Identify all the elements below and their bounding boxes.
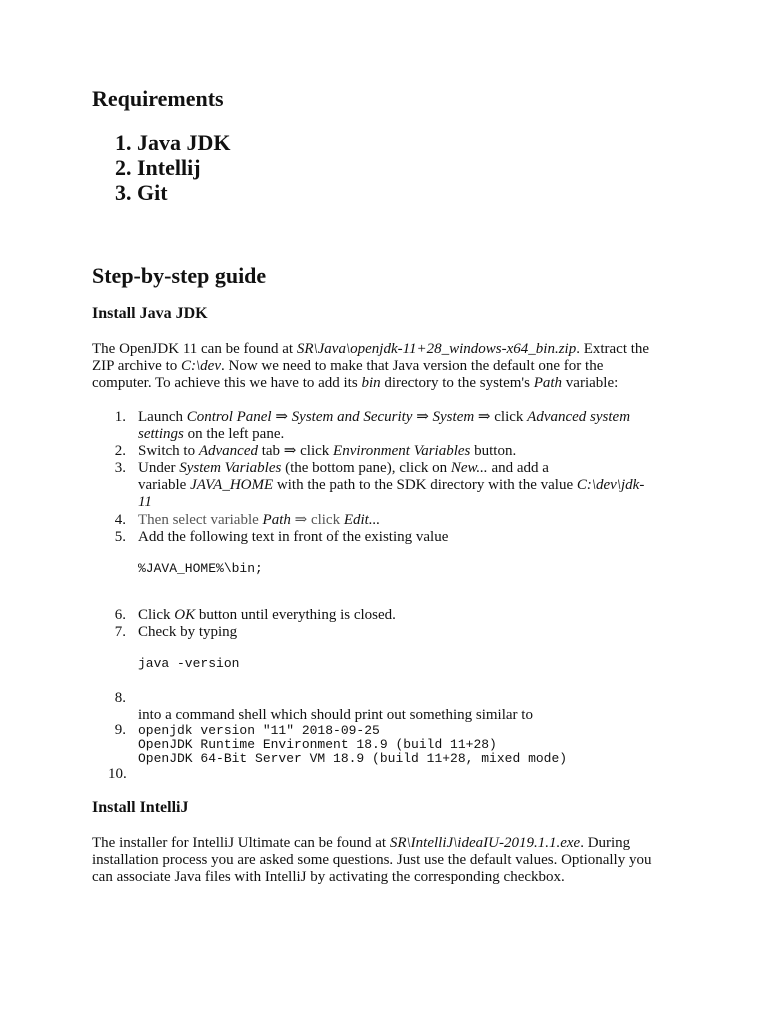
intellij-path: SR\IntelliJ\ideaIU-2019.1.1.exe — [389, 835, 581, 851]
step-text: Under System Variables (the bottom pane), click on New... and add a — [138, 460, 549, 476]
step-text: into a command shell which should print out something similar to — [138, 707, 533, 723]
java-intro-line: ZIP archive to C:\dev. Now we need to make that Java version the default one for the — [92, 358, 604, 374]
intellij-text-line: can associate Java files with IntelliJ by activating the corresponding checkbox. — [92, 869, 565, 885]
output-line: openjdk version "11" 2018-09-25 — [138, 723, 380, 738]
dev-dir: C:\dev — [181, 358, 221, 374]
step-text: settings on the left pane. — [138, 426, 285, 442]
step-number: 6. — [114, 607, 126, 623]
requirement-item: 2. Intellij — [115, 155, 201, 180]
java-intro-line: computer. To achieve this we have to add its bin directory to the system's Path variable: — [92, 375, 619, 391]
requirement-item: 1. Java JDK — [115, 130, 231, 155]
step-number: 2. — [114, 443, 126, 459]
step-number: 8. — [114, 690, 126, 706]
step-number: 1. — [114, 409, 126, 425]
step-number: 4. — [114, 512, 126, 528]
requirements-heading: Requirements — [92, 86, 224, 111]
requirement-item: 3. Git — [115, 180, 168, 205]
step-text: Check by typing — [138, 624, 238, 640]
java-heading: Install Java JDK — [92, 305, 208, 322]
step-number: 10. — [108, 766, 127, 782]
code-java-version: java -version — [138, 656, 240, 671]
step-text: Launch Control Panel ⇒ System and Security ⇒ System ⇒ click Advanced system — [138, 409, 631, 425]
step-text: Click OK button until everything is closed. — [138, 607, 396, 623]
step-text: variable JAVA_HOME with the path to the SDK directory with the value C:\dev\jdk- — [138, 477, 645, 493]
output-line: OpenJDK 64-Bit Server VM 18.9 (build 11+28, mixed mode) — [138, 751, 568, 766]
intellij-text-line: installation process you are asked some questions. Just use the default values. Optionally you — [92, 852, 652, 868]
intellij-heading: Install IntelliJ — [92, 799, 189, 816]
step-text: Add the following text in front of the existing value — [138, 529, 449, 545]
output-line: OpenJDK Runtime Environment 18.9 (build 11+28) — [138, 737, 497, 752]
step-number: 5. — [114, 529, 126, 545]
guide-heading: Step-by-step guide — [92, 263, 267, 288]
intellij-text-line: The installer for IntelliJ Ultimate can be found at SR\IntelliJ\ideaIU-2019.1.1.exe. During — [92, 835, 631, 851]
step-text: Then select variable Path ⇒ click Edit... — [138, 512, 381, 528]
step-text: Switch to Advanced tab ⇒ click Environment Variables button. — [138, 443, 517, 459]
step-number: 7. — [114, 624, 126, 640]
code-java-home: %JAVA_HOME%\bin; — [138, 561, 263, 576]
step-number: 3. — [114, 460, 126, 476]
step-text: 11 — [138, 494, 152, 510]
step-number: 9. — [114, 722, 126, 738]
java-intro-line: The OpenJDK 11 can be found at SR\Java\openjdk-11+28_windows-x64_bin.zip. Extract the — [92, 341, 650, 357]
jdk-path: SR\Java\openjdk-11+28_windows-x64_bin.zip — [296, 341, 577, 357]
